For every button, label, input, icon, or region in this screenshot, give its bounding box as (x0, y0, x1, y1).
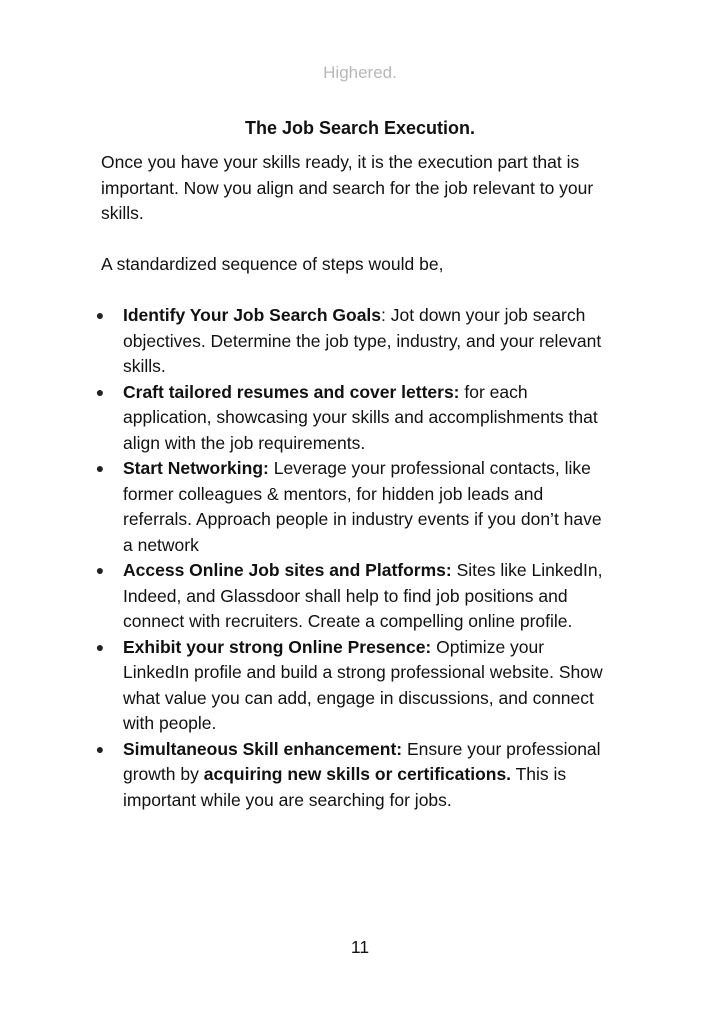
step-text: Sites like LinkedIn, Indeed, and Glassdoor shall help to find job positions and connect with recruiters. Create a compelling online profile. (123, 560, 603, 631)
step-heading: Craft tailored resumes and cover letters: (123, 381, 460, 402)
step-emphasis: acquiring new skills or certifications. (203, 764, 512, 784)
step-heading: Identify Your Job Search Goals (123, 305, 382, 325)
list-item (95, 380, 613, 457)
step-text: Leverage your professional contacts, like former colleagues & mentors, for hidden job leads and referrals. Approach people in industry events if you don’t have a network (123, 458, 602, 555)
step-text: Optimize your LinkedIn profile and build a strong professional website. Show what value you can add, engage in discussions, and connect with people. (123, 636, 603, 733)
list-item (95, 456, 613, 558)
list-item (95, 635, 613, 737)
step-tail: This is important while you are searching for jobs. (123, 764, 567, 810)
step-heading: Access Online Job sites and Platforms: (123, 560, 452, 580)
bullet-icon: ● (95, 460, 105, 476)
page-number: 11 (350, 937, 370, 957)
list-item (95, 303, 613, 380)
header-brand: Highered. (323, 63, 397, 82)
list-item (95, 558, 613, 635)
steps-list (95, 303, 613, 813)
intro-paragraph: Once you have your skills ready, it is the execution part that is important. Now you align and search for the job relevant to your skills. (101, 152, 594, 223)
page-title: The Job Search Execution. (244, 118, 476, 138)
bullet-icon: ● (95, 740, 105, 757)
document-body (95, 150, 611, 813)
step-heading: Start Networking: (123, 458, 269, 478)
lead-paragraph: A standardized sequence of steps would be, (101, 254, 444, 274)
step-text: Ensure your professional growth by (123, 738, 601, 784)
step-heading: Simultaneous Skill enhancement: (123, 738, 403, 759)
bullet-icon: ● (95, 638, 105, 655)
list-item (95, 737, 613, 814)
bullet-icon: ● (95, 562, 105, 578)
step-text: for each application, showcasing your skills and accomplishments that align with the job requirements. (123, 381, 598, 453)
bullet-icon: ● (95, 383, 105, 400)
step-text: : Jot down your job search objectives. Determine the job type, industry, and your relevant skills. (123, 305, 602, 376)
step-heading: Exhibit your strong Online Presence: (123, 636, 432, 657)
bullet-icon: ● (95, 307, 105, 323)
